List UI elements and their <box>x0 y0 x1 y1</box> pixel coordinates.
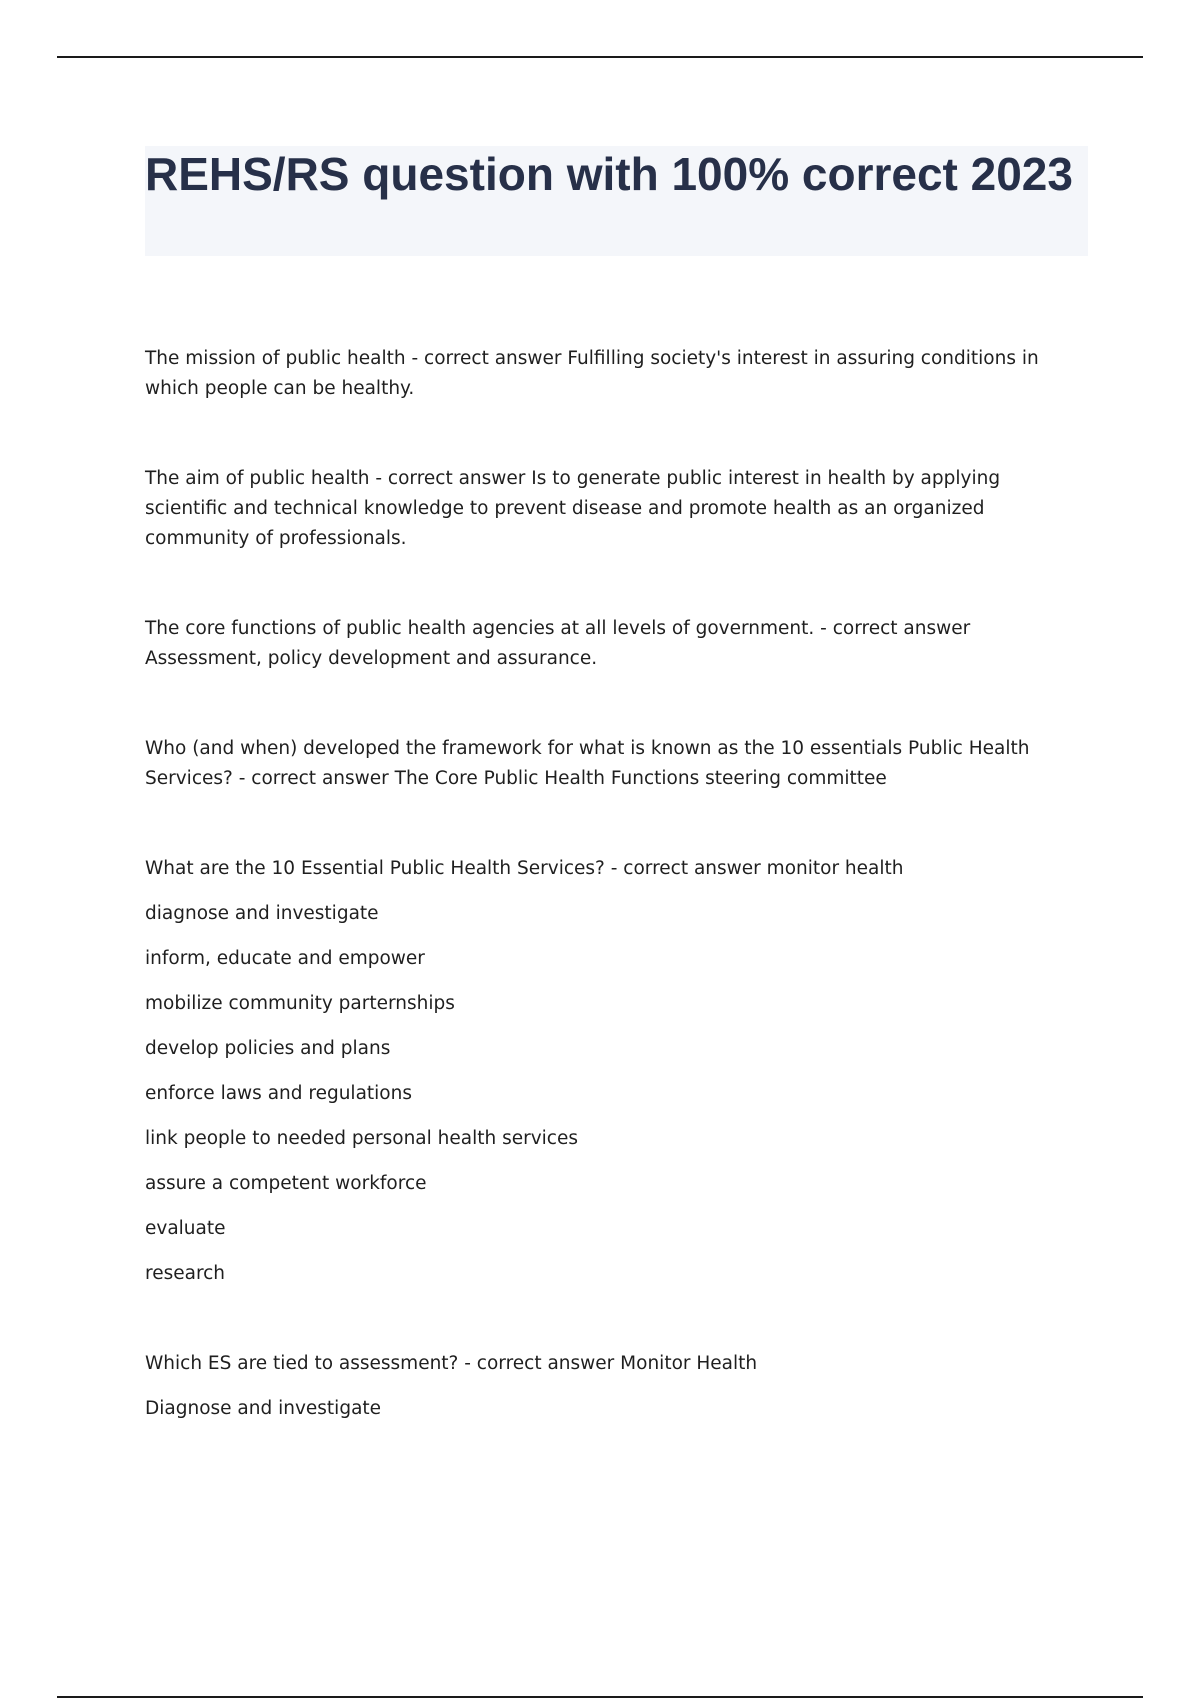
answer-separator: - correct answer <box>604 858 767 879</box>
answer-separator: - correct answer <box>232 768 395 789</box>
qa-list <box>145 344 1080 1424</box>
question-text: The aim of public health <box>145 468 370 489</box>
answer-line: assure a competent workforce <box>145 1173 427 1194</box>
top-rule <box>57 56 1143 58</box>
answer-text: Fulfilling society's interest in assuring conditions in which people can be healthy. <box>145 348 1039 399</box>
question-text: The core functions of public health agencies at all levels of government. <box>145 618 815 639</box>
answer-line: develop policies and plans <box>145 1038 391 1059</box>
answer-text: Monitor Health <box>620 1353 758 1374</box>
answer-text: monitor health <box>766 858 904 879</box>
question-text: What are the 10 Essential Public Health Services? <box>145 858 605 879</box>
answer-line: inform, educate and empower <box>145 948 425 969</box>
answer-line: mobilize community parternships <box>145 993 455 1014</box>
qa-item <box>145 614 1080 674</box>
answer-line: Diagnose and investigate <box>145 1398 382 1419</box>
question-text: The mission of public health <box>145 348 406 369</box>
answer-line: diagnose and investigate <box>145 903 379 924</box>
question-text: Who (and when) developed the framework for what is known as the 10 essentials Public Health Services? <box>145 738 1030 789</box>
answer-separator: - correct answer <box>405 348 568 369</box>
answer-text: Assessment, policy development and assurance. <box>145 648 598 669</box>
answer-separator: - correct answer <box>814 618 971 639</box>
title-banner <box>145 146 1088 256</box>
answer-line: enforce laws and regulations <box>145 1083 412 1104</box>
answer-line: link people to needed personal health services <box>145 1128 578 1149</box>
answer-line: evaluate <box>145 1218 226 1239</box>
answer-separator: - correct answer <box>369 468 532 489</box>
bottom-rule <box>57 1696 1143 1698</box>
qa-item <box>145 854 1080 1289</box>
answer-line: research <box>145 1263 226 1284</box>
qa-item <box>145 344 1080 404</box>
question-text: Which ES are tied to assessment? <box>145 1353 459 1374</box>
qa-item <box>145 464 1080 554</box>
answer-text: The Core Public Health Functions steering committee <box>394 768 887 789</box>
qa-item <box>145 734 1080 794</box>
qa-item <box>145 1349 1080 1424</box>
answer-text: Is to generate public interest in health by applying scientific and technical knowledge to prevent disease and promote health as an organized community of professionals. <box>145 468 1001 549</box>
document-title: REHS/RS question with 100% correct 2023 <box>145 148 1073 200</box>
answer-separator: - correct answer <box>458 1353 621 1374</box>
